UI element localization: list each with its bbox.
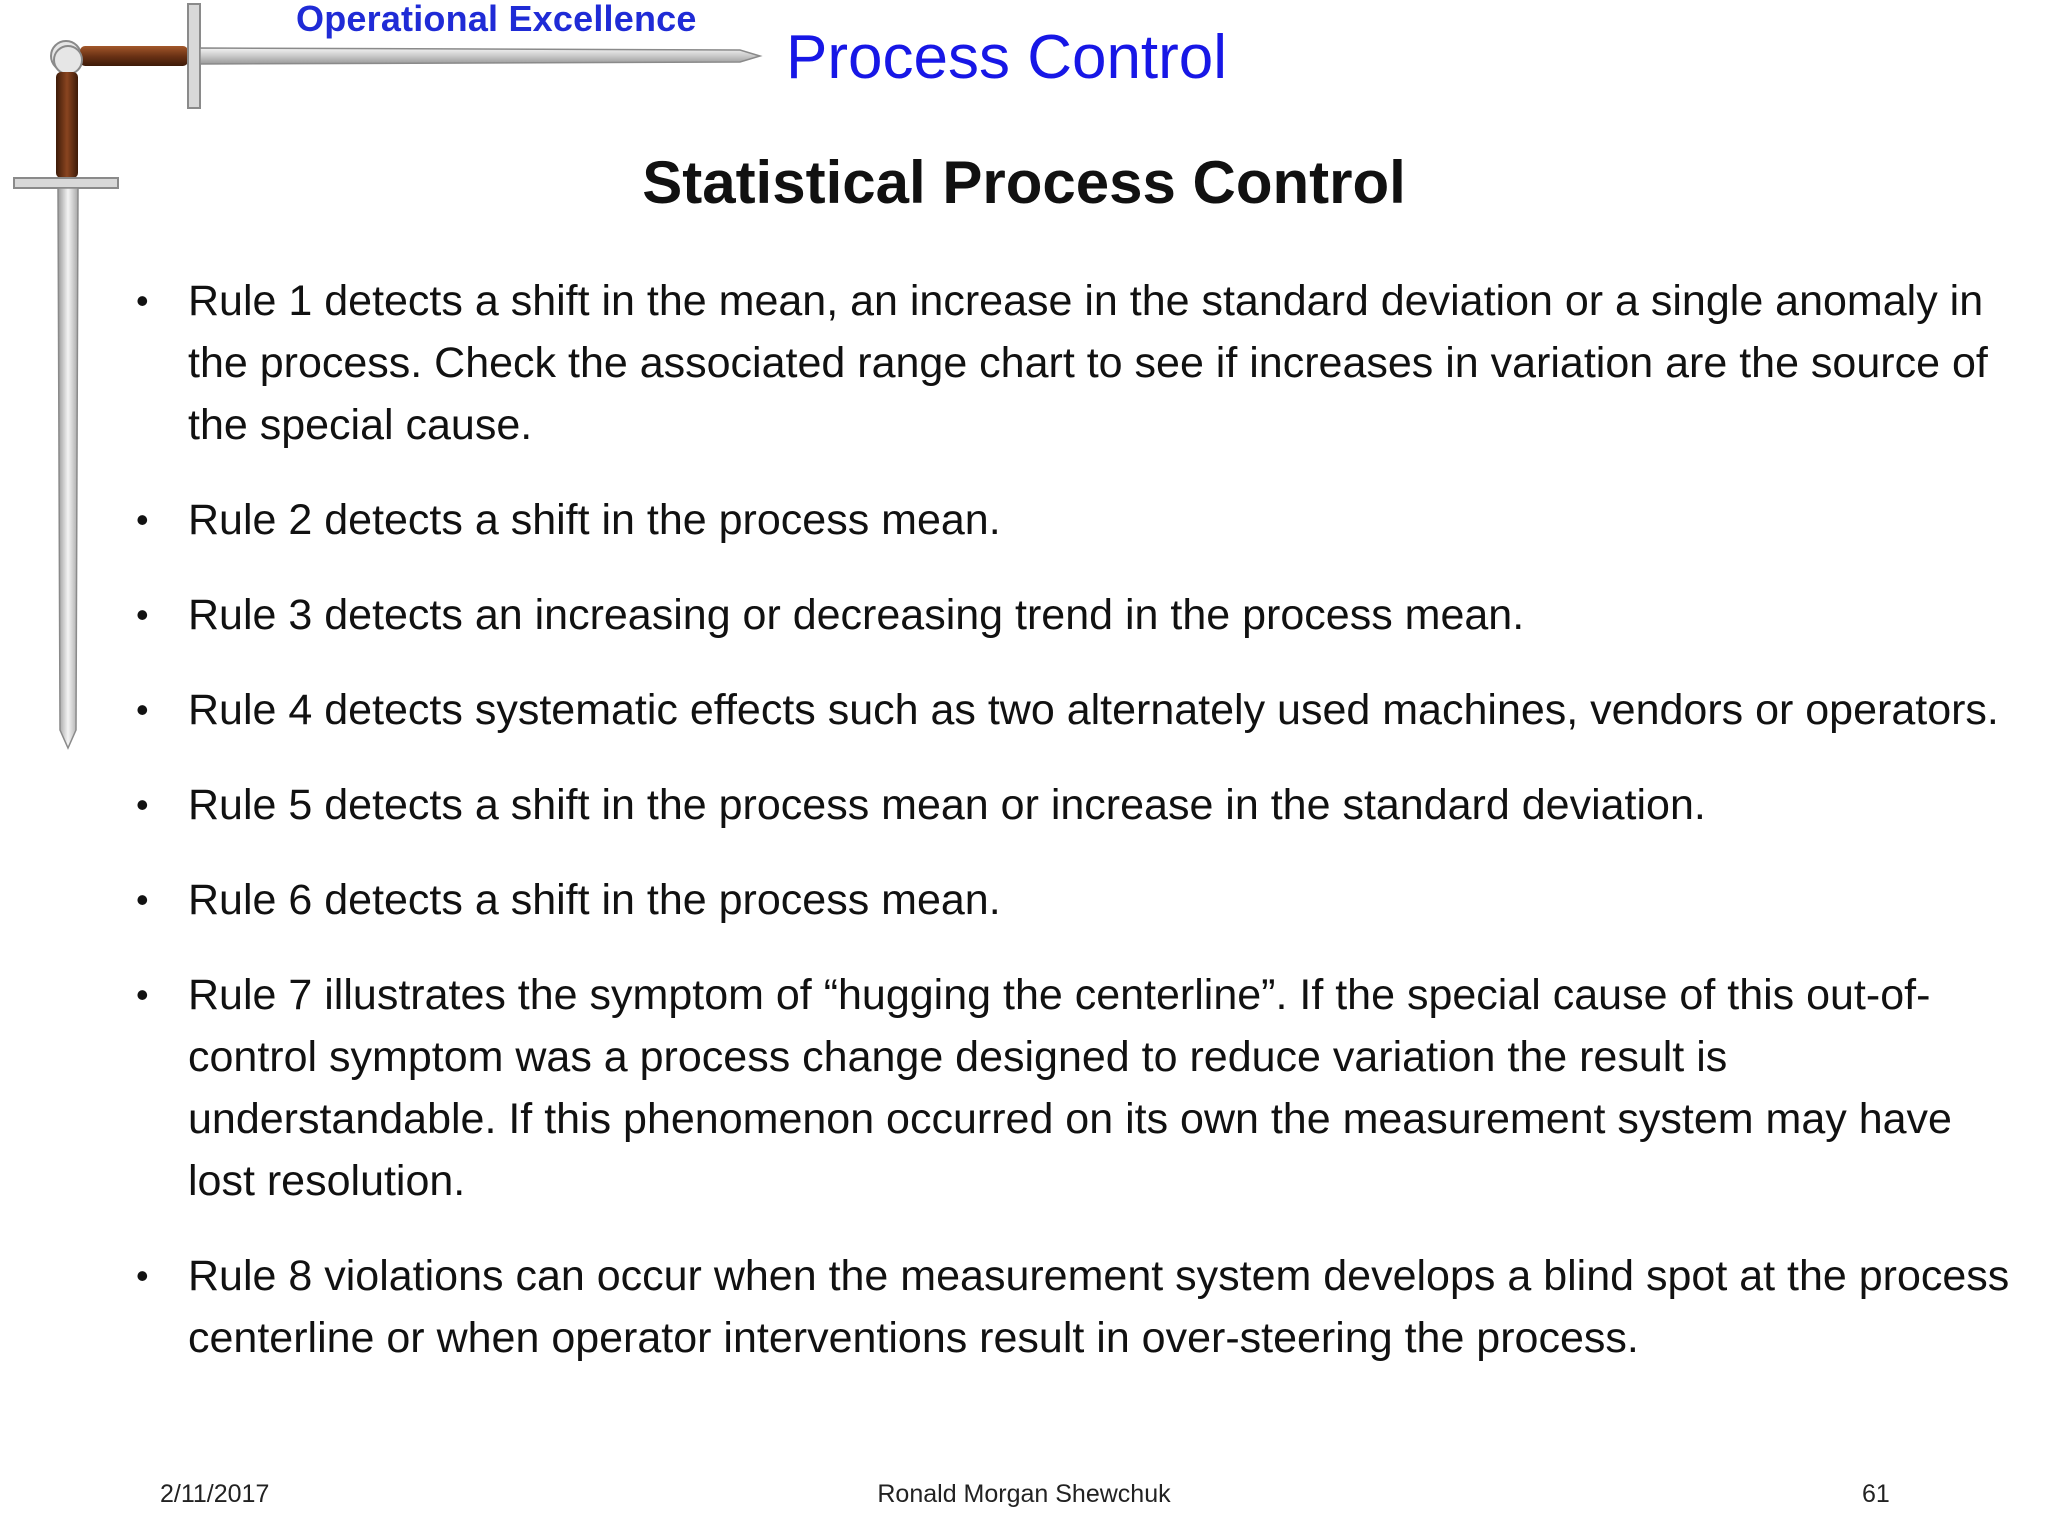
- bullet-item: [136, 270, 2026, 456]
- bullet-item: [136, 774, 2026, 836]
- bullet-dot: •: [136, 879, 149, 920]
- bullet-text: Rule 1 detects a shift in the mean, an increase in the standard deviation or a single anomaly in the process. Check the associated range chart to see if increases in variation are the source of the special cause.: [188, 277, 1988, 449]
- footer-page-number: 61: [1862, 1480, 1890, 1508]
- footer-date: 2/11/2017: [160, 1480, 270, 1508]
- bullet-item: [136, 964, 2026, 1212]
- bullet-dot: •: [136, 280, 149, 321]
- section-title: Process Control: [786, 23, 1228, 92]
- footer-author: Ronald Morgan Shewchuk: [877, 1480, 1171, 1508]
- bullet-item: [136, 584, 2026, 646]
- bullet-list: [136, 270, 2026, 1402]
- bullet-text: Rule 2 detects a shift in the process mean.: [188, 496, 1001, 544]
- bullet-text: Rule 7 illustrates the symptom of “hugging the centerline”. If the special cause of this out-of-control symptom was a process change designed to reduce variation the result is understandable. If this phenomenon occurred on its own the measurement system may have lost resolution.: [188, 971, 1952, 1205]
- bullet-text: Rule 3 detects an increasing or decreasing trend in the process mean.: [188, 591, 1525, 639]
- bullet-item: [136, 869, 2026, 931]
- bullet-item: [136, 679, 2026, 741]
- bullet-text: Rule 4 detects systematic effects such as two alternately used machines, vendors or operators.: [188, 686, 1999, 734]
- slide-title: Statistical Process Control: [642, 149, 1406, 216]
- bullet-text: Rule 5 detects a shift in the process mean or increase in the standard deviation.: [188, 781, 1706, 829]
- bullet-item: [136, 489, 2026, 551]
- bullet-dot: •: [136, 689, 149, 730]
- bullet-text: Rule 6 detects a shift in the process mean.: [188, 876, 1001, 924]
- bullet-dot: •: [136, 784, 149, 825]
- bullet-item: [136, 1245, 2026, 1369]
- bullet-dot: •: [136, 499, 149, 540]
- brand-label: Operational Excellence: [296, 0, 697, 39]
- bullet-dot: •: [136, 1255, 149, 1296]
- bullet-text: Rule 8 violations can occur when the measurement system develops a blind spot at the process centerline or when operator interventions result in over-steering the process.: [188, 1252, 2010, 1362]
- bullet-dot: •: [136, 974, 149, 1015]
- bullet-dot: •: [136, 594, 149, 635]
